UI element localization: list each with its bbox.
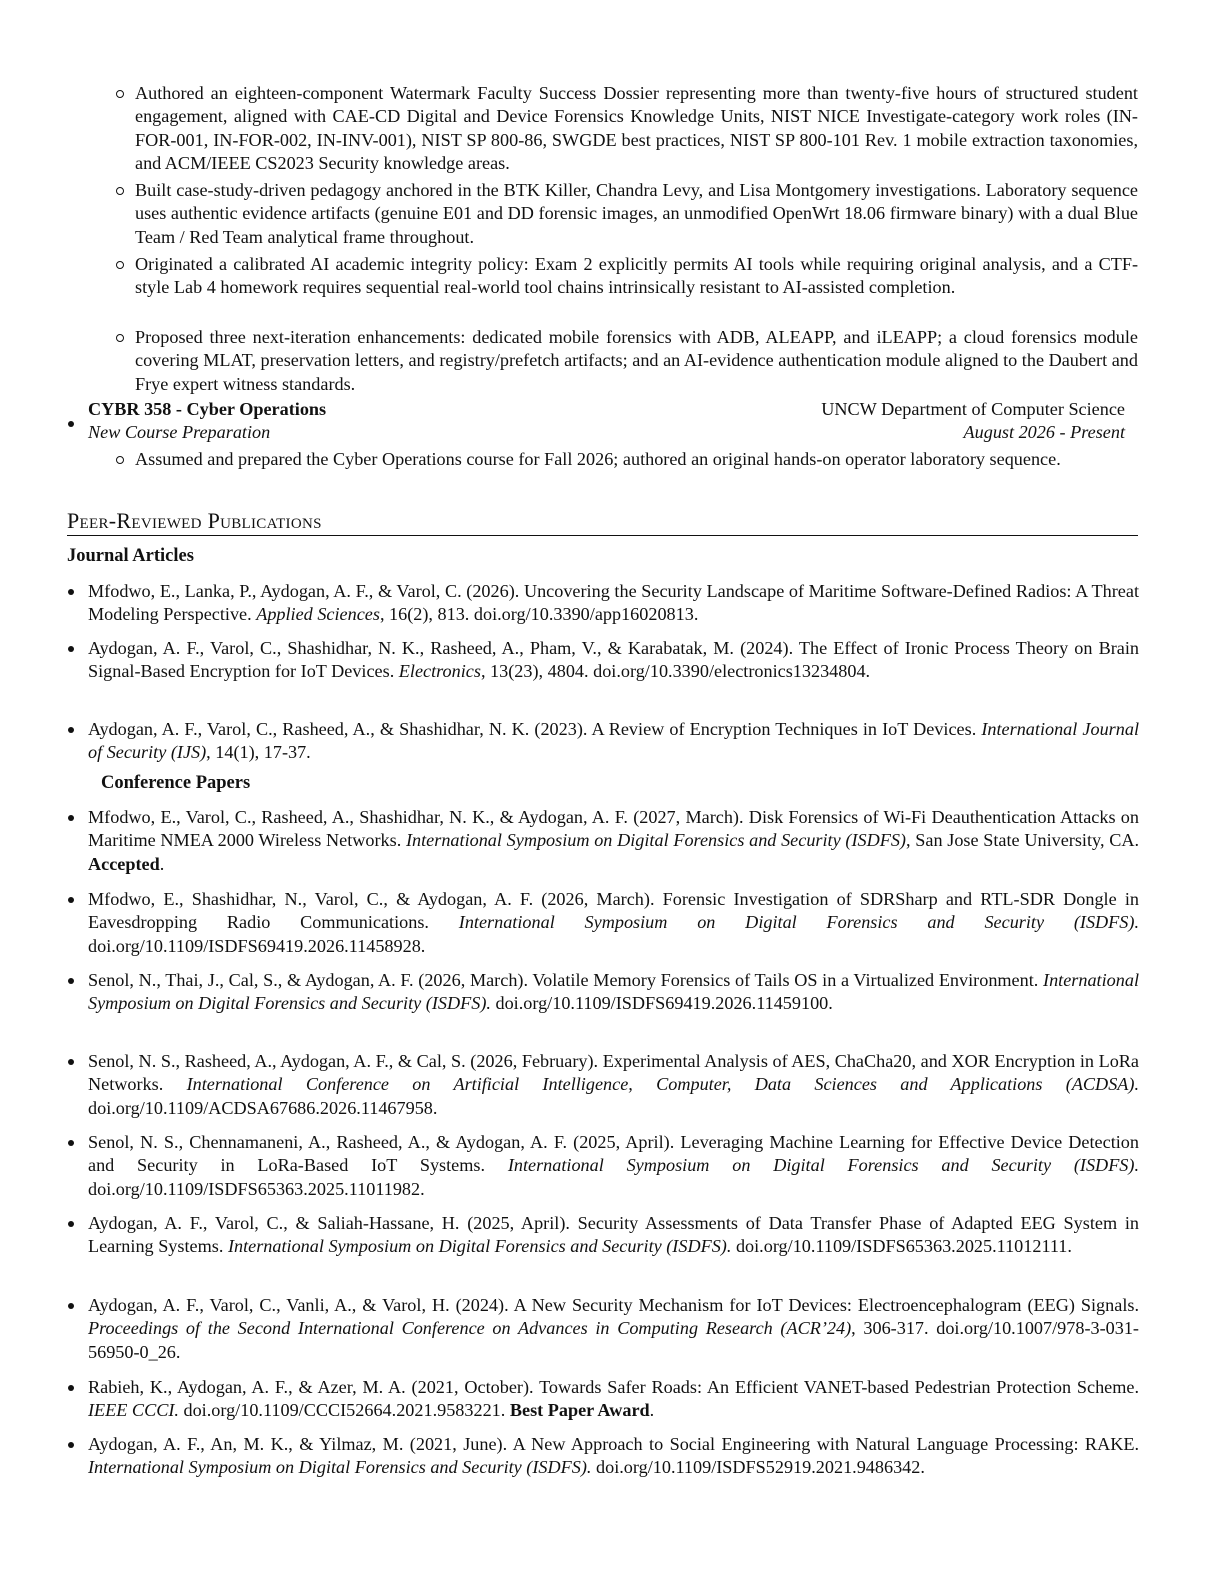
- course-role: New Course Preparation: [88, 422, 271, 443]
- conference-paper: Mfodwo, E., Shashidhar, N., Varol, C., & Aydogan, A. F. (2026, March). Forensic Investigation of SDRSharp and RTL-SDR Dongle in Eavesdropping Radio Communications. International Symposium on Digital Forensics and Security (ISDFS). doi.org/10.1109/ISDFS69419.2026.11458928.: [88, 888, 1139, 958]
- conference-paper: Rabieh, K., Aydogan, A. F., & Azer, M. A. (2021, October). Towards Safer Roads: An Efficient VANET-based Pedestrian Protection Scheme. IEEE CCCI. doi.org/10.1109/CCCI52664.2021.9583221. Best Paper Award.: [88, 1376, 1139, 1423]
- course-entry: [88, 398, 1125, 445]
- conference-paper: Senol, N., Thai, J., Cal, S., & Aydogan, A. F. (2026, March). Volatile Memory Forensics of Tails OS in a Virtualized Environment. International Symposium on Digital Forensics and Security (ISDFS). doi.org/10.1109/ISDFS69419.2026.11459100.: [88, 969, 1139, 1016]
- course-institution: UNCW Department of Computer Science: [821, 399, 1125, 419]
- course-bullet-dot: [68, 421, 74, 427]
- course-dates: August 2026 - Present: [963, 422, 1125, 443]
- teaching-bullet: Originated a calibrated AI academic integrity policy: Exam 2 explicitly permits AI tools while requiring original analysis, and a CTF-style Lab 4 homework requires sequential real-world tool chains intrinsically resistant to AI-assisted completion.: [135, 253, 1138, 300]
- teaching-bullet: Authored an eighteen-component Watermark Faculty Success Dossier representing more than twenty-five hours of structured student engagement, aligned with CAE-CD Digital and Device Forensics Knowledge Units, NIST NICE Investigate-category work roles (IN-FOR-001, IN-FOR-002, IN-INV-001), NIST SP 800-86, SWGDE best practices, NIST SP 800-101 Rev. 1 mobile extraction taxonomies, and ACM/IEEE CS2023 Security knowledge areas.: [135, 82, 1138, 176]
- journal-article: Aydogan, A. F., Varol, C., Shashidhar, N. K., Rasheed, A., Pham, V., & Karabatak, M. (2024). The Effect of Ironic Process Theory on Brain Signal-Based Encryption for IoT Devices. Electronics, 13(23), 4804. doi.org/10.3390/electronics13234804.: [88, 637, 1139, 684]
- course-bullet: Assumed and prepared the Cyber Operations course for Fall 2026; authored an original hands-on operator laboratory sequence.: [135, 448, 1138, 471]
- conference-heading: Conference Papers: [101, 773, 251, 793]
- conference-paper: Senol, N. S., Chennamaneni, A., Rasheed, A., & Aydogan, A. F. (2025, April). Leveraging Machine Learning for Effective Device Detection and Security in LoRa-Based IoT Systems. International Symposium on Digital Forensics and Security (ISDFS). doi.org/10.1109/ISDFS65363.2025.11011982.: [88, 1131, 1139, 1201]
- conference-paper: Aydogan, A. F., Varol, C., Vanli, A., & Varol, H. (2024). A New Security Mechanism for IoT Devices: Electroencephalogram (EEG) Signals. Proceedings of the Second International Conference on Advances in Computing Research (ACR’24), 306-317. doi.org/10.1007/978-3-031-56950-0_26.: [88, 1294, 1139, 1364]
- section-title-publications: Peer-Reviewed Publications: [67, 507, 1138, 536]
- conference-paper: Senol, N. S., Rasheed, A., Aydogan, A. F., & Cal, S. (2026, February). Experimental Analysis of AES, ChaCha20, and XOR Encryption in LoRa Networks. International Conference on Artificial Intelligence, Computer, Data Sciences and Applications (ACDSA). doi.org/10.1109/ACDSA67686.2026.11467958.: [88, 1050, 1139, 1120]
- journal-article: Mfodwo, E., Lanka, P., Aydogan, A. F., & Varol, C. (2026). Uncovering the Security Landscape of Maritime Software-Defined Radios: A Threat Modeling Perspective. Applied Sciences, 16(2), 813. doi.org/10.3390/app16020813.: [88, 580, 1139, 627]
- teaching-bullet: Proposed three next-iteration enhancements: dedicated mobile forensics with ADB, ALEAPP, and iLEAPP; a cloud forensics module covering MLAT, preservation letters, and registry/prefetch artifacts; and an AI-evidence authentication module aligned to the Daubert and Frye expert witness standards.: [135, 326, 1138, 396]
- journal-article: Aydogan, A. F., Varol, C., Rasheed, A., & Shashidhar, N. K. (2023). A Review of Encryption Techniques in IoT Devices. International Journal of Security (IJS), 14(1), 17-37.: [88, 718, 1139, 765]
- conference-paper: Aydogan, A. F., Varol, C., & Saliah-Hassane, H. (2025, April). Security Assessments of Data Transfer Phase of Adapted EEG System in Learning Systems. International Symposium on Digital Forensics and Security (ISDFS). doi.org/10.1109/ISDFS65363.2025.11012111.: [88, 1212, 1139, 1259]
- conference-paper: Mfodwo, E., Varol, C., Rasheed, A., Shashidhar, N. K., & Aydogan, A. F. (2027, March). Disk Forensics of Wi-Fi Deauthentication Attacks on Maritime NMEA 2000 Wireless Networks. International Symposium on Digital Forensics and Security (ISDFS), San Jose State University, CA. Accepted.: [88, 806, 1139, 876]
- conference-paper: Aydogan, A. F., An, M. K., & Yilmaz, M. (2021, June). A New Approach to Social Engineering with Natural Language Processing: RAKE. International Symposium on Digital Forensics and Security (ISDFS). doi.org/10.1109/ISDFS52919.2021.9486342.: [88, 1433, 1139, 1480]
- teaching-bullet: Built case-study-driven pedagogy anchored in the BTK Killer, Chandra Levy, and Lisa Montgomery investigations. Laboratory sequence uses authentic evidence artifacts (genuine E01 and DD forensic images, an unmodified OpenWrt 18.06 firmware binary) with a dual Blue Team / Red Team analytical frame throughout.: [135, 179, 1138, 249]
- journal-heading: Journal Articles: [67, 546, 194, 566]
- course-title: CYBR 358 - Cyber Operations: [88, 399, 327, 419]
